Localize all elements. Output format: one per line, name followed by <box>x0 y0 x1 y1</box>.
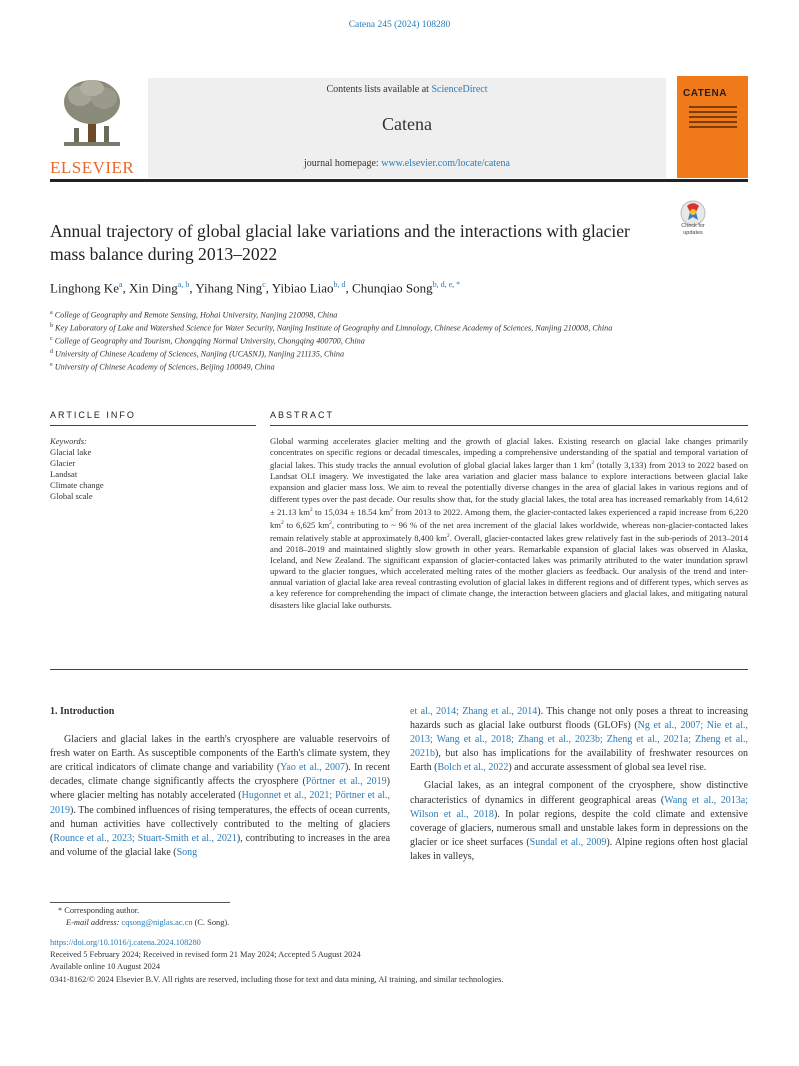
citation-link[interactable]: Song <box>176 846 198 858</box>
affiliation-marker: a <box>50 310 53 316</box>
abstract-superscript: 2 <box>309 506 313 513</box>
body-text: Glacial lakes, as an integral component of the cryosphere, show distinctive characteristics of dynamics in different geographical areas ( <box>410 780 748 806</box>
body-text: ), contributing to increases in the area and volume of the glacial lake ( <box>50 832 391 858</box>
affiliation-item <box>50 321 690 334</box>
affiliation-item <box>50 334 690 347</box>
author-affiliation-marker[interactable]: a <box>118 280 123 289</box>
author-affiliation-marker[interactable]: a, b <box>177 280 190 289</box>
cover-title: CATENA <box>683 88 727 99</box>
crossmark-label <box>674 223 712 236</box>
author-affiliation-marker[interactable]: b, d <box>333 280 346 289</box>
keywords-block <box>50 436 256 503</box>
keyword-item: Glacial lake <box>50 447 92 458</box>
elsevier-logo[interactable] <box>50 78 134 178</box>
affiliation-marker: e <box>50 361 53 368</box>
citation-link[interactable]: Rounce et al., 2023; Stuart-Smith et al., 2021 <box>53 832 237 844</box>
contents-available-line <box>148 84 666 95</box>
abstract-text <box>270 436 748 611</box>
journal-masthead <box>50 72 748 180</box>
affiliation-item <box>50 308 690 321</box>
elsevier-tree-icon <box>60 78 124 150</box>
affiliation-item <box>50 360 690 373</box>
affiliation-list <box>50 308 690 373</box>
author-name[interactable]: Yihang Ning <box>195 280 263 296</box>
body-text: ). Alpine regions often host glacial lakes in valleys, <box>410 836 748 862</box>
citation-link[interactable]: et al., 2014; Zhang et al., 2014 <box>410 706 538 717</box>
article-title: Annual trajectory of global glacial lake variations and the interactions with glacier mass balance during 2013–2022 <box>50 221 630 264</box>
abstract-segment: . Overall, glacier-contacted lakes grew relatively fast in the sub-periods of 2013–2014 and 2018–2019 and maintained slightly slow growth in other years. Remarkable expansion of glacial lakes was observed in Alaska, Iceland, and New Zealand. The significant expansion of glacier-contacted lakes was primarily attributed to the water inundation sprawl upward to the glacier tongues, which accelerated melting rates of the mother glaciers as feedback. Our analysis of the trend and inter-annual variation of glacial lake area reveal contrasting evolution of glacial lakes in different regions and of different types, which serves as a key reference for comprehending the impact of climate change, the interaction between glaciers and glacial lakes, and mitigating natural disasters like glacial lake outbursts. <box>270 532 748 610</box>
body-column-left <box>50 705 390 860</box>
citation-link[interactable]: Hugonnet et al., 2021; Pörtner et al., 2019 <box>50 790 390 816</box>
sciencedirect-link[interactable]: ScienceDirect <box>431 84 488 95</box>
body-column-right <box>410 705 748 864</box>
article-info-heading: ARTICLE INFO <box>50 410 136 420</box>
abstract-segment: from 2013 to 2022. Among them, the glacier-contacted lakes experienced a rapid increase from 6,220 km <box>270 506 748 530</box>
abstract-superscript: 2 <box>390 506 393 513</box>
body-text: ), but also has implications for the availability of freshwater resources on Earth ( <box>410 748 748 774</box>
corresponding-author-footnote <box>58 905 458 929</box>
abstract-superscript: 2 <box>446 532 450 539</box>
received-dates: Received 5 February 2024; Received in revised form 21 May 2024; Accepted 5 August 2024 <box>50 950 361 960</box>
author-list: Linghong Ke$^a$, Xin Ding$^{a, b}$, Yihang Ning$^c$, Yibiao Liao$^{b, d}$, Chunqiao Song$^{b, d, e, *}$ <box>50 280 461 296</box>
elsevier-wordmark: ELSEVIER <box>50 158 135 177</box>
author-name[interactable]: Yibiao Liao <box>271 280 334 296</box>
intro-paragraph <box>50 733 390 860</box>
citation-link[interactable]: Yao et al., 2007 <box>280 762 345 774</box>
copyright-notice: 0341-8162/© 2024 Elsevier B.V. All rights are reserved, including those for text and data mining, AI training, and similar technologies. <box>50 974 504 984</box>
journal-name: Catena <box>382 114 432 134</box>
body-text: ). This change not only poses a threat to increasing hazards such as glacial lake outburst floods (GLOFs) ( <box>410 706 748 732</box>
email-link[interactable]: cqsong@niglas.ac.cn <box>121 918 193 927</box>
affiliation-marker: d <box>50 348 53 355</box>
contents-prefix: Contents lists available at <box>326 84 432 95</box>
keyword-item: Global scale <box>50 491 93 502</box>
corresponding-label: Corresponding author. <box>64 906 140 915</box>
affiliation-text: University of Chinese Academy of Sciences, Beijing 100049, China <box>54 362 275 372</box>
author-name[interactable]: Xin Ding <box>129 280 178 296</box>
crossmark-label-line1: Check for <box>681 223 705 229</box>
intro-paragraph <box>410 779 748 864</box>
affiliation-item <box>50 347 690 360</box>
email-label: E-mail address: <box>66 918 120 927</box>
keyword-item: Glacier <box>50 458 76 469</box>
citation-link[interactable]: Ng et al., 2007; Nie et al., 2013; Wang et al., 2018; Zhang et al., 2023b; Zheng et al., 2021a; Zheng et al., 2021b <box>410 720 748 760</box>
author-name[interactable]: Chunqiao Song <box>352 280 433 296</box>
author-name[interactable]: Linghong Ke <box>50 280 119 296</box>
footnote-email-line <box>58 917 458 929</box>
author-affiliation-marker[interactable]: c <box>262 280 266 289</box>
citation-link[interactable]: Wang et al., 2013a; Wilson et al., 2018 <box>410 794 748 820</box>
crossmark-label-line2: updates <box>683 229 703 236</box>
body-text: ) where glacier melting has notably accelerated ( <box>50 776 391 802</box>
affiliation-text: University of Chinese Academy of Sciences, Nanjing (UCASNJ), Nanjing 211135, China <box>55 349 345 359</box>
abstract-superscript: 2 <box>329 519 332 526</box>
available-online-date: Available online 10 August 2024 <box>50 962 161 972</box>
body-text: ) and accurate assessment of global sea level rise. <box>508 762 707 774</box>
journal-cover-thumbnail[interactable] <box>677 76 748 178</box>
body-text: ). In recent decades, climate change significantly affects the cryosphere ( <box>50 762 390 788</box>
abstract-segment: (totally 3,133) from 2013 to 2022 based on Landsat OLI imagery. We investigated the lake area variation and glacier mass balance to explore interactions between glacial lake expansion and glacier mass loss. We aim to reveal the potentially diverse changes in the area of glacial lakes in various regions and of different types over the past decade. Our results show that, for the study glacial lakes, the total area has increased remarkably from 14,612 ± 21.13 km <box>270 460 748 517</box>
journal-homepage-line <box>148 158 666 169</box>
doi-link[interactable]: https://doi.org/10.1016/j.catena.2024.108280 <box>50 938 201 947</box>
body-text: ). The combined influences of rising temperatures, the effects of ocean currents, and human activities have collectively contributed to the melting of glaciers ( <box>50 804 390 844</box>
keywords-label: Keywords: <box>50 436 87 446</box>
citation-link[interactable]: Pörtner et al., 2019 <box>305 776 387 788</box>
article-info-divider <box>50 425 256 426</box>
cover-text-lines <box>689 106 737 131</box>
section-heading-introduction: 1. Introduction <box>50 706 115 717</box>
citation-link[interactable]: Sundal et al., 2009 <box>529 836 607 848</box>
body-text: Glaciers and glacial lakes in the earth's cryosphere are valuable reservoirs of fresh water on Earth. As susceptible components of the Earth's climate system, they are critical indicators of climate change and variability ( <box>50 734 390 774</box>
footnote-marker: * <box>58 906 63 915</box>
affiliation-text: College of Geography and Remote Sensing, Hohai University, Nanjing 210098, China <box>54 310 338 320</box>
author-affiliation-marker[interactable]: b, d, e, * <box>432 280 461 289</box>
body-text: ). In polar regions, despite the cold climate and extensive coverage of glaciers, numerous small and unstable lakes form in depressions on the glacier or ice sheet surfaces ( <box>410 808 748 848</box>
abstract-segment: Global warming accelerates glacier melting and the growth of glacial lakes. Existing research on glacial lake changes primarily concentrates on specific regions or decadal timescales, impeding a comprehensive understanding of the spatial and temporal variation of glacial lakes. This study tracks the annual evolution of global glacial lakes larger than 1 km <box>270 436 748 471</box>
affiliation-text: College of Geography and Tourism, Chongqing Normal University, Chongqing 400700, China <box>54 336 365 346</box>
masthead-divider <box>50 179 748 182</box>
abstract-divider <box>270 425 748 426</box>
article-metadata <box>50 937 748 986</box>
affiliation-text: Key Laboratory of Lake and Watershed Science for Water Security, Nanjing Institute of Geography and Limnology, Chinese Academy of Sciences, Nanjing 210008, China <box>55 323 613 333</box>
abstract-segment: , contributing to ~ 96 % of the net area increment of the glacial lakes worldwide, whereas non-glacier-contacted lakes remain relatively stable at approximately 8,400 km <box>270 519 749 543</box>
keyword-item: Landsat <box>50 469 78 480</box>
citation-link[interactable]: Bolch et al., 2022 <box>437 762 509 774</box>
abstract-segment: to 15,034 ± 18.54 km <box>312 506 391 517</box>
journal-citation[interactable]: Catena 245 (2024) 108280 <box>348 20 451 30</box>
homepage-prefix: journal homepage: <box>304 158 382 169</box>
abstract-bottom-divider <box>50 669 748 670</box>
abstract-superscript: 2 <box>591 460 595 467</box>
homepage-link[interactable]: www.elsevier.com/locate/catena <box>381 158 510 169</box>
journal-info-box <box>148 78 666 178</box>
abstract-superscript: 2 <box>280 519 284 526</box>
intro-paragraph-continued <box>410 705 748 775</box>
check-for-updates-badge[interactable] <box>674 200 712 238</box>
email-suffix: (C. Song). <box>192 918 230 927</box>
affiliation-marker: c <box>50 335 53 342</box>
abstract-segment: to 6,625 km <box>283 519 330 530</box>
footnote-divider <box>50 902 230 903</box>
footnote-line <box>58 905 458 917</box>
abstract-heading: ABSTRACT <box>270 410 335 420</box>
affiliation-marker: b <box>50 322 53 329</box>
keyword-item: Climate change <box>50 480 104 491</box>
